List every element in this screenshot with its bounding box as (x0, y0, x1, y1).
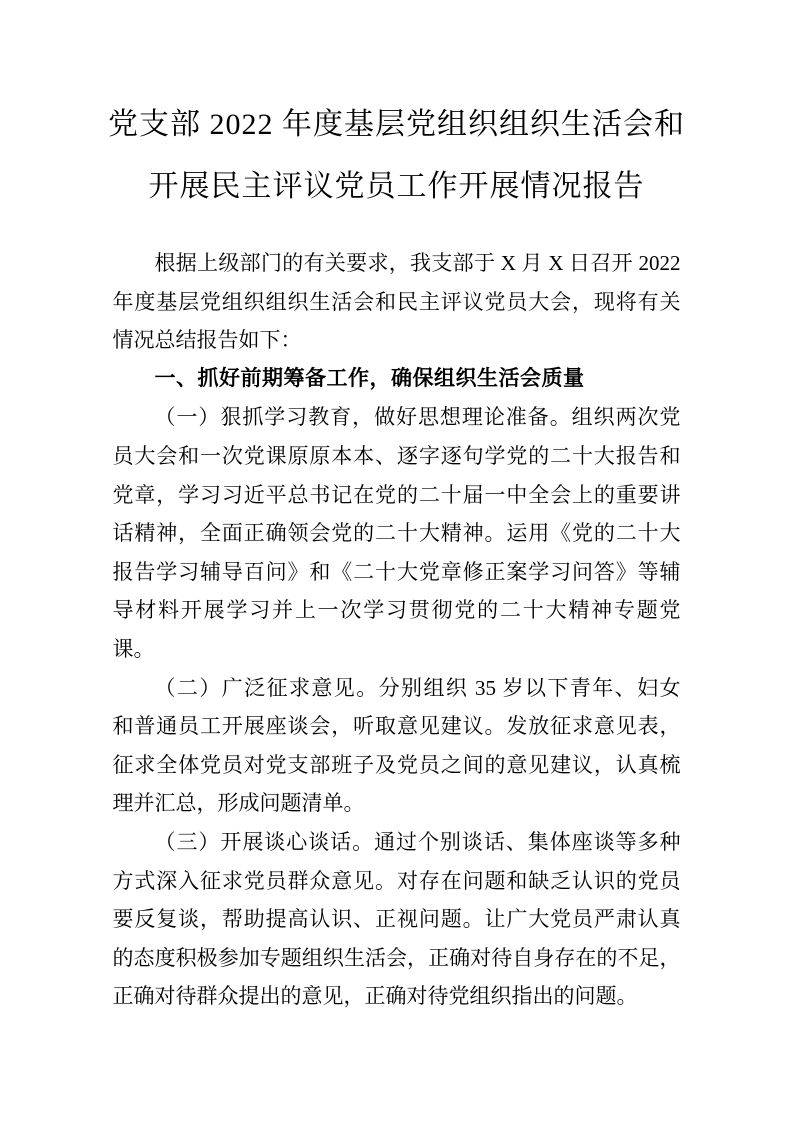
document-body (113, 244, 681, 1016)
section-1-heading: 一、抓好前期筹备工作，确保组织生活会质量 (154, 366, 585, 390)
paragraph-line: 导材料开展学习并上一次学习贯彻党的二十大精神专题党 (112, 598, 681, 623)
paragraph-line: 要反复谈，帮助提高认识、正视问题。让广大党员严肃认真 (112, 907, 681, 932)
section-1-paragraph-3 (113, 823, 681, 1016)
paragraph-line: 正确对待群众提出的意见，正确对待党组织指出的问题。 (112, 984, 638, 1009)
paragraph-line: 报告学习辅导百问》和《二十大党章修正案学习问答》等辅 (112, 559, 681, 584)
section-1-paragraph-2 (113, 669, 681, 823)
paragraph-line: （二）广泛征求意见。分别组织 35 岁以下青年、妇女 (154, 675, 681, 700)
intro-line: 年度基层党组织组织生活会和民主评议党员大会，现将有关 (112, 289, 681, 314)
paragraph-line: 方式深入征求党员群众意见。对存在问题和缺乏认识的党员 (112, 868, 681, 893)
paragraph-line: （三）开展谈心谈话。通过个别谈话、集体座谈等多种 (154, 829, 681, 854)
paragraph-line: （一）狠抓学习教育，做好思想理论准备。组织两次党 (154, 405, 681, 430)
paragraph-line: 和普通员工开展座谈会，听取意见建议。发放征求意见表， (112, 714, 681, 739)
intro-paragraph (113, 244, 681, 360)
document-title-line-1: 党支部 2022 年度基层党组织组织生活会和 (108, 108, 685, 141)
section-1-paragraph-1 (113, 398, 681, 668)
paragraph-line: 话精神，全面正确领会党的二十大精神。运用《党的二十大 (112, 521, 681, 546)
paragraph-line: 征求全体党员对党支部班子及党员之间的意见建议，认真梳 (112, 752, 681, 777)
paragraph-line: 理并汇总，形成问题清单。 (112, 791, 365, 816)
document-title-line-2: 开展民主评议党员工作开展情况报告 (148, 170, 645, 203)
intro-line: 根据上级部门的有关要求，我支部于 X 月 X 日召开 2022 (154, 251, 681, 275)
paragraph-line: 的态度积极参加专题组织生活会，正确对待自身存在的不足， (112, 945, 681, 970)
intro-line: 情况总结报告如下： (112, 328, 302, 353)
paragraph-line: 党章，学习习近平总书记在党的二十届一中全会上的重要讲 (112, 482, 681, 507)
paragraph-line: 课。 (112, 636, 155, 661)
paragraph-line: 员大会和一次党课原原本本、逐字逐句学党的二十大报告和 (112, 443, 681, 468)
document-title (77, 94, 717, 218)
